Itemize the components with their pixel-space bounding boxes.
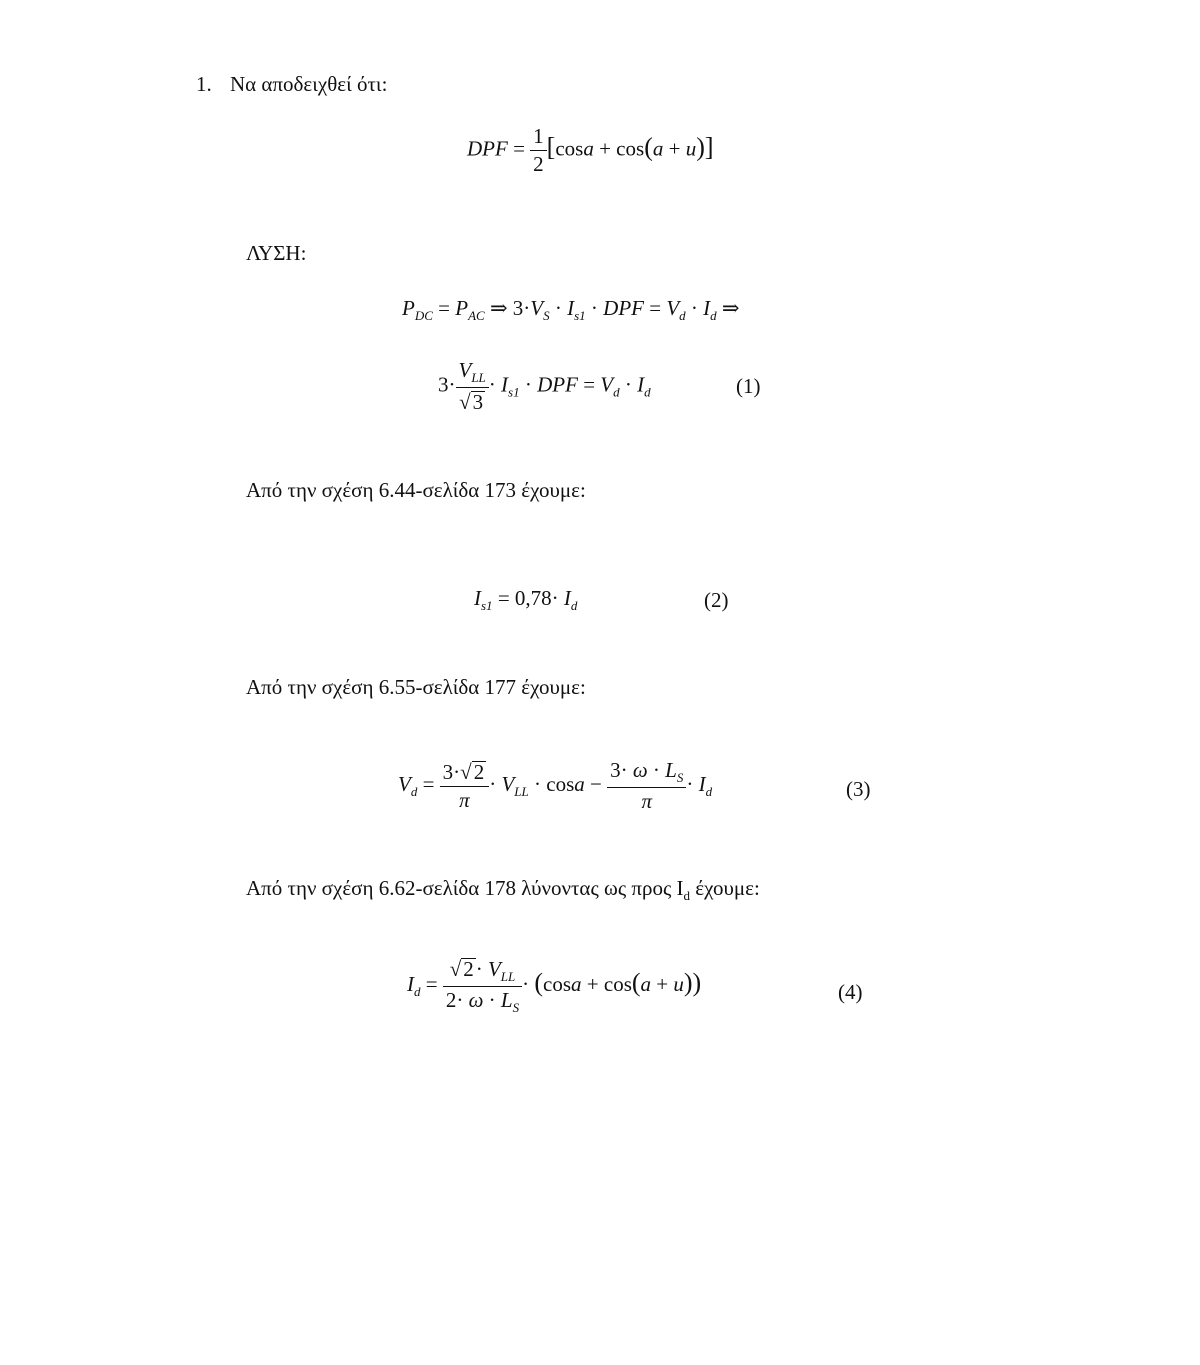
solution-label: ΛΥΣΗ: — [246, 241, 307, 265]
equation-4-number: (4) — [838, 980, 863, 1004]
equation-dpf: DPF = $\frac{1}{2}$ [cosa + cos(a + u)] — [467, 124, 714, 176]
reference-6-62-suffix: έχουμε: — [690, 876, 760, 900]
equation-3: $V_d$ = $\frac{3\cdot√2}{\pi}$ · $V_{LL} \cdot \cos a$ − $\frac{3\cdot \omega \cdot L_S}{\pi}$ · $I_d$ — [398, 758, 713, 813]
reference-6-55: Από την σχέση 6.55-σελίδα 177 έχουμε: — [246, 675, 586, 699]
equation-1-number: (1) — [736, 374, 761, 398]
reference-6-62-prefix: Από την σχέση 6.62-σελίδα 178 λύνοντας ως προς I — [246, 876, 684, 900]
reference-6-44: Από την σχέση 6.44-σελίδα 173 έχουμε: — [246, 478, 586, 502]
equation-2-number: (2) — [704, 588, 729, 612]
equation-1: 3· $\frac{V_{LL}}{√3}$ · $I_{s1}$ · DPF = $V_d \cdot I_d$ — [438, 358, 651, 414]
item-number: 1. — [196, 72, 212, 96]
equation-2: $I_{s1} = 0,78\cdot I_d$ — [474, 586, 578, 613]
equation-4: $I_d$ = $\frac{√2\cdot V_{LL}}{2\cdot \omega \cdot L_S}$ · (cosa + cos(a + u)) — [407, 957, 702, 1015]
equation-3-number: (3) — [846, 777, 871, 801]
reference-6-62 — [246, 876, 760, 904]
problem-prompt: Να αποδειχθεί ότι: — [230, 72, 388, 96]
equation-power-balance: $P_{DC} = P_{AC}$ ⇒ $3\cdot V_S \cdot I_{s1}$ · DPF = $V_d \cdot I_d$ ⇒ — [402, 296, 740, 323]
reference-6-62-subscript: d — [683, 888, 691, 903]
